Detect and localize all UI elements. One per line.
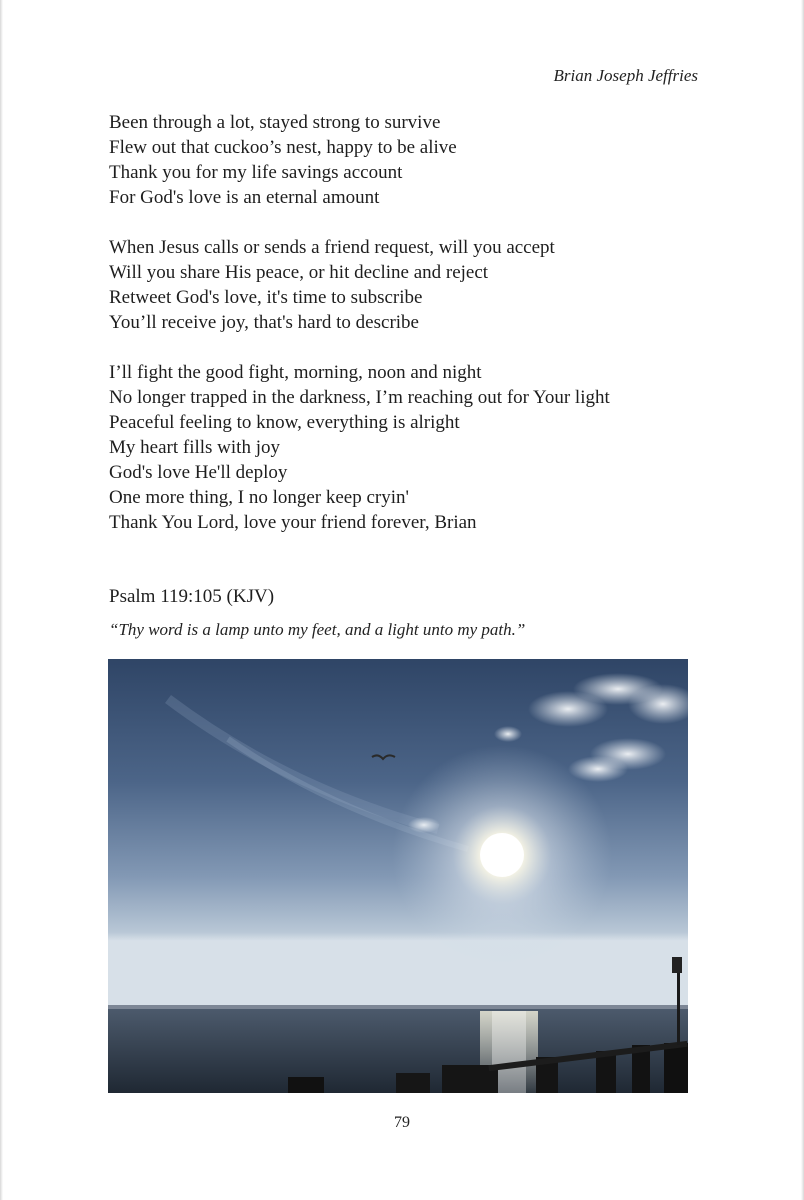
poem-line: Flew out that cuckoo’s nest, happy to be alive [109, 137, 457, 158]
poem-line: My heart fills with joy [109, 437, 280, 458]
poem-line: Been through a lot, stayed strong to survive [109, 112, 441, 133]
poem-stanza-3 [109, 360, 610, 535]
poem-line: For God's love is an eternal amount [109, 187, 380, 208]
psalm-reference: Psalm 119:105 (KJV) [109, 586, 275, 607]
poem-line: No longer trapped in the darkness, I’m reaching out for Your light [109, 387, 610, 408]
poem-line: God's love He'll deploy [109, 462, 288, 483]
poem-line: Retweet God's love, it's time to subscribe [109, 287, 423, 308]
running-header-author: Brian Joseph Jeffries [553, 66, 698, 85]
poem-line: One more thing, I no longer keep cryin' [109, 487, 409, 508]
sunset-photo [108, 659, 688, 1093]
poem-line: You’ll receive joy, that's hard to describe [109, 312, 419, 333]
poem-line: Thank you for my life savings account [109, 162, 403, 183]
poem-line: I’ll fight the good fight, morning, noon and night [109, 362, 482, 383]
poem-line: Peaceful feeling to know, everything is alright [109, 412, 460, 433]
poem-stanza-1 [109, 110, 457, 210]
poem-line: Thank You Lord, love your friend forever, Brian [109, 512, 477, 533]
page-number: 79 [394, 1114, 410, 1131]
poem-stanza-2 [109, 235, 555, 335]
page-edge-left [0, 0, 3, 1200]
poem-line: When Jesus calls or sends a friend request, will you accept [109, 237, 555, 258]
psalm-quote: “Thy word is a lamp unto my feet, and a light unto my path.” [109, 620, 526, 639]
poem-line: Will you share His peace, or hit decline and reject [109, 262, 489, 283]
